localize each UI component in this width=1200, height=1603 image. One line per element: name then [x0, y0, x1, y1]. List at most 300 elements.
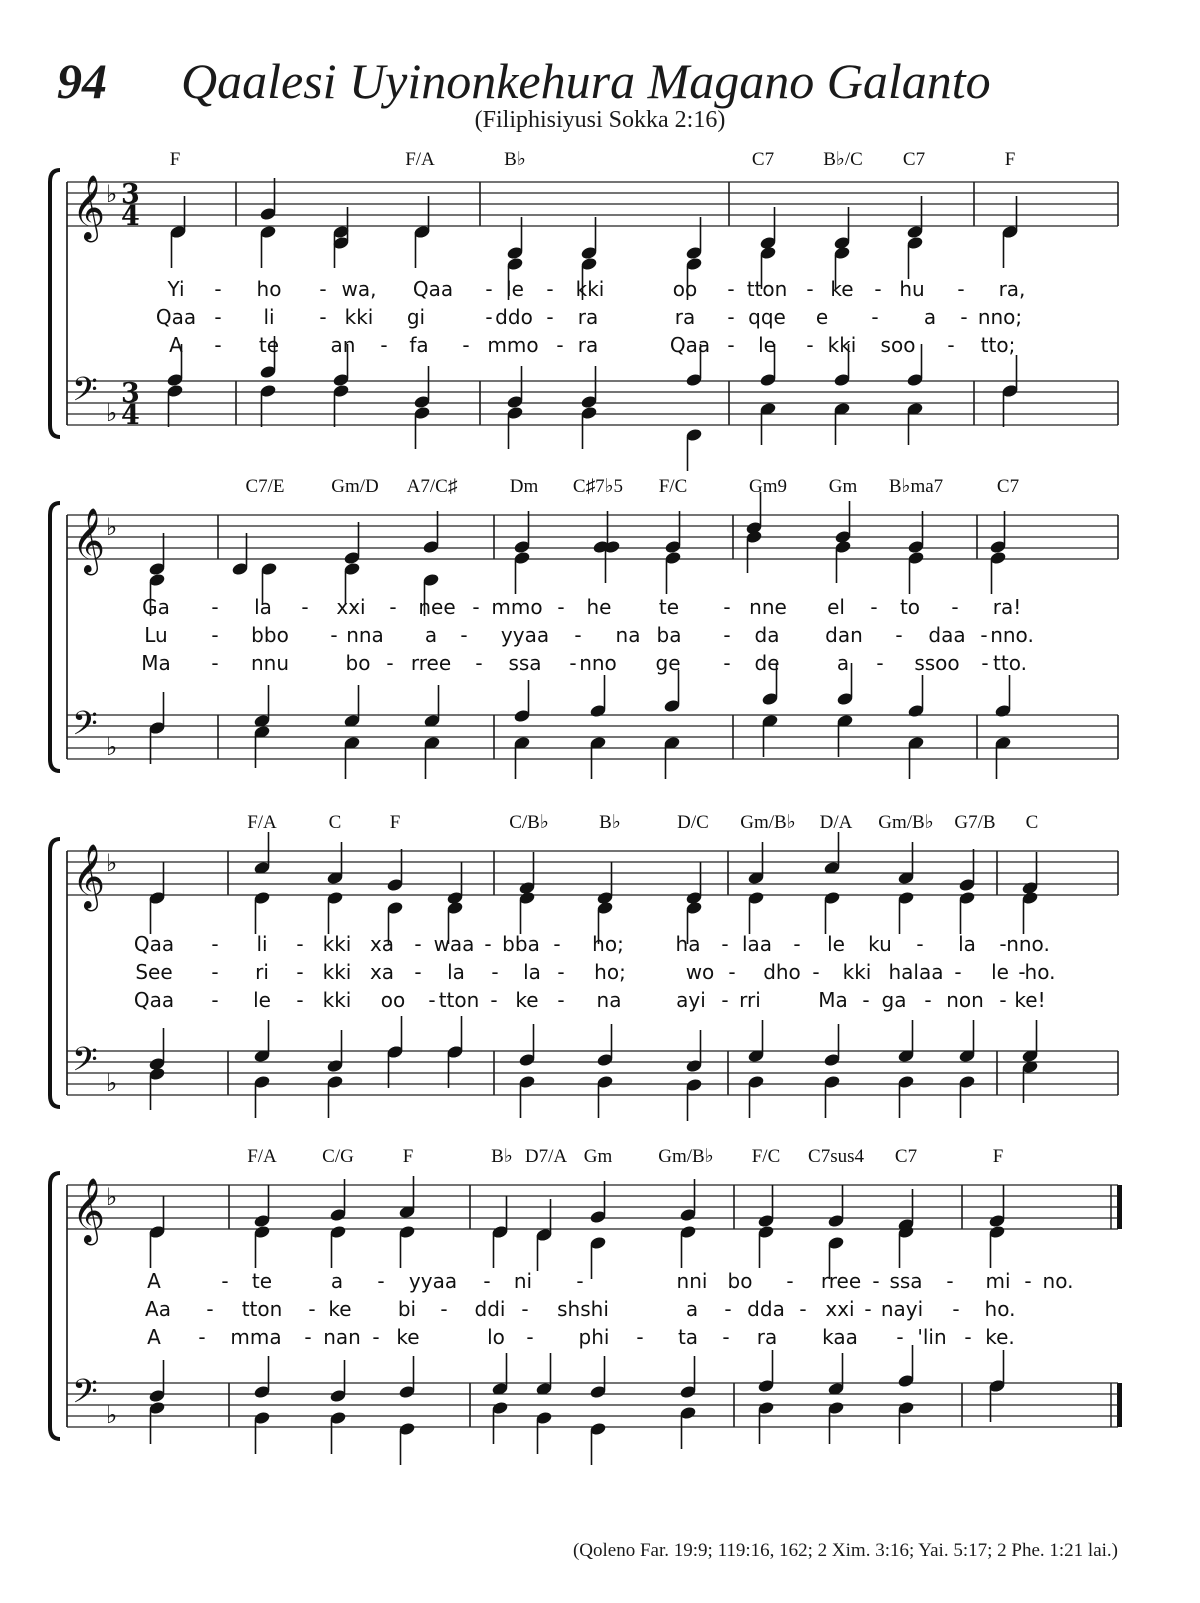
lyric-syllable: bba — [502, 932, 540, 956]
lyric-syllable: te — [251, 1269, 273, 1293]
lyric-syllable: - — [483, 1269, 491, 1293]
lyric-syllable: ssoo — [914, 651, 960, 675]
chord-symbol: F — [389, 812, 401, 833]
lyric-syllable: a — [836, 651, 850, 675]
lyric-syllable: nne — [749, 595, 787, 619]
lyric-syllable: - — [999, 988, 1007, 1012]
lyric-syllable: - — [952, 1297, 960, 1321]
system-3 — [50, 812, 1118, 1107]
lyric-syllable: kki — [322, 960, 352, 984]
lyric-syllable: kki — [322, 932, 352, 956]
treble-clef-icon: 𝄞 — [72, 175, 106, 240]
lyric-syllable: da — [754, 623, 780, 647]
lyric-syllable: - — [491, 960, 499, 984]
lyric-syllable: halaa — [888, 960, 944, 984]
lyric-syllable: - — [721, 988, 729, 1012]
system-1 — [50, 149, 1118, 437]
lyric-syllable: ge — [655, 651, 681, 675]
lyric-syllable: ddi — [474, 1297, 506, 1321]
lyric-syllable: - — [872, 1269, 880, 1293]
lyric-syllable: nnu — [250, 651, 290, 675]
lyric-syllable: shshi — [557, 1297, 609, 1321]
lyric-syllable: dda — [747, 1297, 785, 1321]
treble-melody-notes — [148, 1176, 1006, 1242]
lyric-syllable: gi — [406, 305, 426, 329]
chord-symbol: F/C — [658, 476, 688, 497]
lyric-syllable: to — [899, 595, 921, 619]
lyric-syllable: - — [954, 960, 962, 984]
bass-clef-icon: 𝄢 — [72, 371, 98, 417]
lyric-syllable: wa, — [341, 277, 377, 301]
lyric-syllable: nan — [323, 1325, 361, 1349]
lyric-syllable: nno; — [977, 305, 1023, 329]
chord-symbol: C/B♭ — [509, 812, 549, 833]
lyric-syllable: - — [460, 623, 468, 647]
chord-symbol: A7/C♯ — [406, 476, 458, 497]
lyric-syllable: - — [727, 333, 735, 357]
lyric-syllable: Aa — [145, 1297, 171, 1321]
chord-symbol: C — [1025, 812, 1039, 833]
chord-symbol: F/A — [247, 812, 277, 833]
system-2 — [50, 476, 1118, 771]
lyric-syllable: - — [221, 1269, 229, 1293]
lyric-syllable: - — [874, 277, 882, 301]
lyric-syllable: Lu — [144, 623, 168, 647]
lyric-syllable: - — [999, 932, 1007, 956]
lyric-syllable: - — [472, 595, 480, 619]
bass-bass-notes — [148, 714, 1012, 779]
lyric-syllable: - — [526, 1325, 534, 1349]
lyric-syllable: mi — [985, 1269, 1011, 1293]
lyric-syllable: - — [569, 651, 577, 675]
lyric-syllable: dho — [763, 960, 801, 984]
lyric-syllable: tton — [746, 277, 788, 301]
lyric-syllable: - — [380, 333, 388, 357]
lyric-syllable: ra! — [992, 595, 1022, 619]
bass-bass-notes — [166, 384, 1019, 471]
time-signature-top: 3 — [121, 179, 140, 210]
chord-symbol: F — [1004, 149, 1016, 170]
chord-symbol: D/A — [819, 812, 853, 833]
key-flat-icon: ♭ — [106, 1069, 118, 1097]
lyric-syllable: - — [484, 932, 492, 956]
lyric-syllable: he — [586, 595, 612, 619]
lyric-syllable: - — [727, 277, 735, 301]
lyric-syllable: kki — [344, 305, 374, 329]
system-bracket — [50, 170, 60, 437]
lyric-syllable: waa — [433, 932, 475, 956]
chord-symbol: Gm/B♭ — [740, 812, 796, 833]
chord-symbol: F/A — [247, 1146, 277, 1167]
chord-symbol: F — [992, 1146, 1004, 1167]
lyric-syllable: - — [485, 277, 493, 301]
lyric-syllable: ke! — [1014, 988, 1046, 1012]
lyric-syllable: - — [636, 1325, 644, 1349]
lyric-syllable: A — [147, 1325, 161, 1349]
lyric-syllable: - — [414, 960, 422, 984]
lyric-syllable: - — [947, 333, 955, 357]
lyric-syllable: ra — [674, 305, 696, 329]
lyric-syllable: kki — [827, 333, 857, 357]
lyric-syllable: - — [301, 595, 309, 619]
chord-symbol: F/C — [751, 1146, 781, 1167]
lyric-syllable: bi — [397, 1297, 417, 1321]
scripture-reference: (Filiphisiyusi Sokka 2:16) — [474, 107, 726, 133]
treble-clef-icon: 𝄞 — [72, 844, 106, 909]
lyric-syllable: - — [721, 932, 729, 956]
lyric-syllable: - — [389, 595, 397, 619]
chord-symbol: D7/A — [524, 1146, 568, 1167]
chord-symbol: B♭ — [504, 149, 526, 170]
lyric-syllable: - — [871, 305, 879, 329]
lyric-syllable: - — [556, 333, 564, 357]
lyric-syllable: - — [916, 932, 924, 956]
lyric-syllable: - — [727, 305, 735, 329]
lyric-syllable: kki — [575, 277, 605, 301]
chord-symbol: Gm/B♭ — [878, 812, 934, 833]
lyric-syllable: na — [596, 988, 622, 1012]
lyric-syllable: Ma — [818, 988, 848, 1012]
chord-symbol: Dm — [509, 476, 539, 497]
chord-symbol: C7 — [894, 1146, 918, 1167]
lyric-syllable: - — [722, 1325, 730, 1349]
lyric-syllable: mmo — [487, 333, 539, 357]
lyric-syllable: - — [319, 305, 327, 329]
lyric-syllable: - — [372, 1325, 380, 1349]
lyric-syllable: ho; — [592, 932, 624, 956]
lyric-syllable: daa — [928, 623, 966, 647]
lyric-syllable: - — [964, 1325, 972, 1349]
chord-symbol: C7 — [751, 149, 775, 170]
lyric-syllable: nee — [418, 595, 456, 619]
time-signature-bottom: 4 — [121, 201, 140, 232]
lyric-syllable: ayi — [676, 988, 706, 1012]
lyric-syllable: kki — [842, 960, 872, 984]
chord-symbol: B♭ma7 — [888, 476, 944, 497]
lyric-syllable: - — [862, 988, 870, 1012]
lyric-syllable: - — [946, 1269, 954, 1293]
lyric-syllable: - — [330, 623, 338, 647]
lyric-syllable: te — [658, 595, 680, 619]
lyric-syllable: el — [827, 595, 845, 619]
lyric-syllable: - — [211, 651, 219, 675]
lyric-syllable: - — [980, 623, 988, 647]
lyric-syllable: non — [946, 988, 984, 1012]
bass-staff-4 — [67, 1373, 1118, 1429]
chord-symbol: F — [402, 1146, 414, 1167]
chord-symbol: Gm — [828, 476, 858, 497]
lyric-syllable: - — [521, 1297, 529, 1321]
lyric-syllable: rri — [739, 988, 761, 1012]
chord-symbol: Gm — [583, 1146, 613, 1167]
chord-symbol: C7sus4 — [808, 1146, 864, 1167]
lyric-syllable: - — [211, 960, 219, 984]
lyric-syllable: 'lin — [917, 1325, 947, 1349]
chord-symbol: G7/B — [954, 812, 996, 833]
lyric-syllable: - — [198, 1325, 206, 1349]
lyric-syllable: te — [258, 333, 280, 357]
lyric-syllable: - — [546, 305, 554, 329]
chord-symbol: B♭ — [599, 812, 621, 833]
treble-melody-notes — [148, 492, 1007, 576]
lyric-syllable: ra — [577, 305, 599, 329]
lyric-syllable: - — [981, 651, 989, 675]
lyric-syllable: la — [523, 960, 541, 984]
lyric-syllable: A — [169, 333, 183, 357]
lyric-syllable: oo — [380, 988, 406, 1012]
chord-symbol: C7 — [902, 149, 926, 170]
treble-melody-notes — [169, 178, 1019, 260]
lyric-syllable: la — [447, 960, 465, 984]
system-bracket — [50, 503, 60, 771]
lyric-syllable: - — [924, 988, 932, 1012]
lyric-syllable: nna — [346, 623, 384, 647]
lyric-syllable: - — [546, 277, 554, 301]
key-flat-icon: ♭ — [106, 399, 118, 427]
lyric-syllable: Qaa — [133, 988, 175, 1012]
lyric-syllable: ke — [830, 277, 854, 301]
lyric-syllable: xxi — [336, 595, 366, 619]
lyric-syllable: - — [553, 932, 561, 956]
lyric-syllable: ra — [577, 333, 599, 357]
lyric-syllable: - — [211, 595, 219, 619]
lyric-syllable: yyaa — [408, 1269, 458, 1293]
lyric-syllable: ke. — [985, 1325, 1015, 1349]
lyric-syllable: - — [896, 1325, 904, 1349]
lyric-syllable: yyaa — [500, 623, 550, 647]
lyric-syllable: de — [754, 651, 780, 675]
lyric-syllable: ga — [881, 988, 907, 1012]
bass-tenor-notes — [148, 1016, 1039, 1073]
lyric-syllable: Qaa — [155, 305, 197, 329]
treble-clef-icon: 𝄞 — [72, 1178, 106, 1243]
lyric-syllable: - — [211, 988, 219, 1012]
lyric-syllable: - — [485, 305, 493, 329]
lyric-syllable: - — [490, 988, 498, 1012]
chord-symbol: Gm/D — [331, 476, 379, 497]
lyric-syllable: - — [1024, 1269, 1032, 1293]
lyric-syllable: ba — [656, 623, 682, 647]
lyric-syllable: a — [330, 1269, 344, 1293]
lyric-syllable: - — [296, 988, 304, 1012]
time-signature-top: 3 — [121, 378, 140, 409]
lyric-syllable: - — [793, 932, 801, 956]
lyric-syllable: li — [256, 932, 268, 956]
key-flat-icon: ♭ — [106, 849, 118, 877]
hymn-number: 94 — [57, 53, 107, 109]
chord-symbol: C/G — [322, 1146, 354, 1167]
lyric-syllable: - — [876, 651, 884, 675]
lyric-syllable: ra, — [998, 277, 1026, 301]
lyric-syllable: See — [135, 960, 173, 984]
lyric-syllable: tto. — [993, 651, 1027, 675]
lyric-syllable: ke — [515, 988, 539, 1012]
chord-symbol: Gm/B♭ — [658, 1146, 714, 1167]
lyric-syllable: tto; — [980, 333, 1016, 357]
lyric-syllable: - — [462, 333, 470, 357]
lyric-syllable: xa — [369, 932, 395, 956]
lyric-syllable: - — [557, 960, 565, 984]
lyric-syllable: - — [724, 1297, 732, 1321]
key-flat-icon: ♭ — [106, 1401, 118, 1429]
lyric-syllable: na — [615, 623, 641, 647]
lyric-syllable: dan — [825, 623, 863, 647]
lyric-syllable: - — [206, 1297, 214, 1321]
lyric-syllable: - — [895, 623, 903, 647]
lyric-syllable: bo — [727, 1269, 753, 1293]
lyric-syllable: xxi — [825, 1297, 855, 1321]
lyric-syllable: bbo — [251, 623, 289, 647]
lyric-syllable: - — [308, 1297, 316, 1321]
lyric-syllable: ra — [756, 1325, 778, 1349]
lyric-syllable: a — [923, 305, 937, 329]
lyric-syllable: ssa — [508, 651, 542, 675]
lyric-syllable: rree — [410, 651, 452, 675]
lyric-syllable: Yi — [167, 277, 185, 301]
lyric-syllable: - — [870, 595, 878, 619]
lyric-syllable: wo — [685, 960, 715, 984]
lyric-syllable: soo — [880, 333, 916, 357]
lyric-syllable: - — [377, 1269, 385, 1293]
lyric-syllable: - — [304, 1325, 312, 1349]
chord-symbol: B♭ — [491, 1146, 513, 1167]
lyric-syllable: qqe — [748, 305, 786, 329]
bass-tenor-notes — [148, 1345, 1006, 1403]
lyric-syllable: phi — [578, 1325, 610, 1349]
lyric-syllable: bo — [345, 651, 371, 675]
lyric-syllable: ha — [675, 932, 701, 956]
lyric-syllable: A — [147, 1269, 161, 1293]
lyric-syllable: nno. — [1006, 932, 1050, 956]
lyric-syllable: - — [214, 305, 222, 329]
lyric-syllable: no. — [1042, 1269, 1074, 1293]
system-bracket — [50, 839, 60, 1107]
lyric-syllable: - — [440, 1297, 448, 1321]
lyric-syllable: - — [557, 988, 565, 1012]
lyric-syllable: ho. — [984, 1297, 1016, 1321]
lyric-syllable: la — [254, 595, 272, 619]
chord-symbol: C♯7♭5 — [572, 476, 624, 497]
hymn-title: Qaalesi Uyinonkehura Magano Galanto — [181, 53, 991, 109]
lyric-syllable: ku — [868, 932, 892, 956]
bass-clef-icon: 𝄢 — [72, 705, 98, 751]
lyric-syllable: an — [330, 333, 356, 357]
lyric-syllable: Ga — [142, 595, 170, 619]
lyric-syllable: - — [574, 623, 582, 647]
lyric-syllable: - — [864, 1297, 872, 1321]
lyric-syllable: - — [723, 651, 731, 675]
system-bracket — [50, 1173, 60, 1439]
lyric-syllable: - — [296, 932, 304, 956]
lyric-syllable: - — [728, 960, 736, 984]
lyric-syllable: - — [211, 932, 219, 956]
lyric-syllable: - — [557, 595, 565, 619]
lyric-syllable: le — [506, 277, 524, 301]
lyric-syllable: - — [723, 623, 731, 647]
treble-staff-2 — [67, 508, 1118, 575]
lyric-syllable: ho. — [1024, 960, 1056, 984]
lyric-syllable: ke — [396, 1325, 420, 1349]
system-4 — [50, 1146, 1122, 1439]
lyric-syllable: laa — [741, 932, 773, 956]
lyric-syllable: ddo — [495, 305, 533, 329]
lyric-syllable: kki — [322, 988, 352, 1012]
treble-staff-4 — [67, 1178, 1118, 1245]
lyric-syllable: ho — [256, 277, 282, 301]
lyric-syllable: le — [758, 333, 776, 357]
lyric-syllable: nno — [579, 651, 617, 675]
lyric-syllable: - — [414, 932, 422, 956]
lyric-syllable: - — [319, 277, 327, 301]
lyric-syllable: hu — [899, 277, 925, 301]
lyric-syllable: tton — [438, 988, 480, 1012]
lyric-syllable: ta — [677, 1325, 699, 1349]
lyric-syllable: li — [263, 305, 275, 329]
time-signature-bottom: 4 — [121, 400, 140, 431]
chord-symbol: B♭/C — [823, 149, 863, 170]
lyric-syllable: - — [786, 1269, 794, 1293]
lyric-syllable: ssa — [889, 1269, 923, 1293]
lyric-syllable: lo — [487, 1325, 505, 1349]
lyric-syllable: fa — [409, 333, 429, 357]
lyric-syllable: - — [951, 595, 959, 619]
lyric-syllable: ri — [255, 960, 269, 984]
lyric-syllable: nayi — [880, 1297, 924, 1321]
key-flat-icon: ♭ — [106, 180, 118, 208]
bass-clef-icon: 𝄢 — [72, 1373, 98, 1419]
treble-staff-1 — [67, 175, 1118, 242]
footer-reference: (Qoleno Far. 19:9; 119:16, 162; 2 Xim. 3:16; Yai. 5:17; 2 Phe. 1:21 lai.) — [572, 1540, 1118, 1561]
lyric-syllable: ni — [513, 1269, 533, 1293]
lyric-syllable: le — [827, 932, 845, 956]
lyric-syllable: kaa — [822, 1325, 858, 1349]
lyric-syllable: - — [576, 1269, 584, 1293]
lyric-syllable: nni — [676, 1269, 708, 1293]
lyric-syllable: - — [957, 277, 965, 301]
lyric-syllable: la — [958, 932, 976, 956]
key-flat-icon: ♭ — [106, 513, 118, 541]
lyric-syllable: a — [424, 623, 438, 647]
lyric-syllable: - — [723, 595, 731, 619]
lyric-syllable: nno. — [990, 623, 1034, 647]
lyric-syllable: Ma — [141, 651, 171, 675]
chord-symbol: Gm9 — [749, 476, 787, 497]
lyric-syllable: rree — [820, 1269, 862, 1293]
lyric-syllable: - — [214, 333, 222, 357]
lyric-syllable: oo — [672, 277, 698, 301]
key-flat-icon: ♭ — [106, 733, 118, 761]
lyric-syllable: Qaa — [412, 277, 454, 301]
lyric-syllable: - — [386, 651, 394, 675]
chord-symbol: D/C — [677, 812, 709, 833]
chord-symbol: C7 — [996, 476, 1020, 497]
lyric-syllable: le — [991, 960, 1009, 984]
lyric-syllable: - — [806, 333, 814, 357]
lyric-syllable: - — [960, 305, 968, 329]
treble-clef-icon: 𝄞 — [72, 508, 106, 573]
lyric-syllable: mma — [230, 1325, 282, 1349]
key-flat-icon: ♭ — [106, 1183, 118, 1211]
chord-symbol: C7/E — [245, 476, 285, 497]
bass-clef-icon: 𝄢 — [72, 1041, 98, 1087]
lyric-syllable: a — [685, 1297, 699, 1321]
lyric-syllable: Qaa — [133, 932, 175, 956]
lyric-syllable: - — [806, 277, 814, 301]
chord-symbol: F — [169, 149, 181, 170]
lyric-syllable: Qaa — [669, 333, 711, 357]
lyric-syllable: - — [475, 651, 483, 675]
lyric-syllable: - — [428, 988, 436, 1012]
